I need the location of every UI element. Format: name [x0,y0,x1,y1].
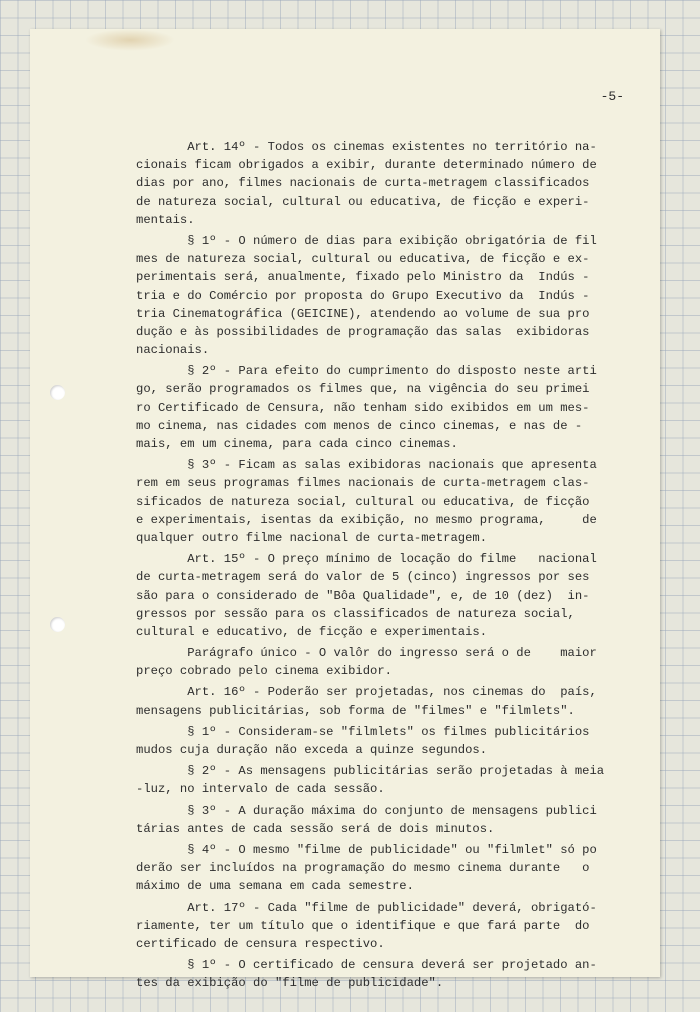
text-line: Parágrafo único - O valôr do ingresso será o de maior [136,646,597,661]
text-line: qualquer outro filme nacional de curta-metragem. [136,530,488,545]
text-line: mudos cuja duração não exceda a quinze segundos. [136,743,488,757]
text-line: mais, em um cinema, para cada cinco cinemas. [136,437,458,451]
punch-hole-top [50,385,65,400]
text-line: de natureza social, cultural ou educativa, de ficção e experi- [136,194,590,209]
text-line: riamente, ter um título que o identifique e que fará parte do [136,918,590,933]
text-line: mo cinema, nas cidades com menos de cinco cinemas, e nas de - [136,418,583,433]
text-line: -luz, no intervalo de cada sessão. [136,782,385,797]
text-line: § 1º - O certificado de censura deverá ser projetado an- [136,958,597,973]
text-line: tes da exibição do "filme de publicidade". [136,976,444,991]
text-line: § 2º - Para efeito do cumprimento do disposto neste arti [136,364,597,379]
text-line: § 1º - Consideram-se "filmlets" os filmes publicitários [136,724,590,739]
text-line: nacionais. [136,343,210,358]
text-line: dução e às possibilidades de programação das salas exibidoras [136,324,590,339]
text-line: § 2º - As mensagens publicitárias serão projetadas à meia [136,764,605,779]
text-line: Art. 16º - Poderão ser projetadas, nos cinemas do país, [136,685,597,700]
text-line: mes de natureza social, cultural ou educativa, de ficção e ex- [136,252,590,267]
text-line: Art. 17º - Cada "filme de publicidade" deverá, obrigató- [136,900,597,915]
text-line: mentais. [136,212,195,227]
text-line: gressos por sessão para os classificados de natureza social, [136,606,575,621]
text-line: sificados de natureza social, cultural ou educativa, de ficção [136,494,590,509]
text-line: § 4º - O mesmo "filme de publicidade" ou "filmlet" só po [136,842,597,857]
text-line: Art. 15º - O preço mínimo de locação do filme nacional [136,552,597,567]
text-line: tárias antes de cada sessão será de dois minutos. [136,821,495,836]
text-line: e experimentais, isentas da exibição, no mesmo programa, de [136,512,597,527]
text-line: preço cobrado pelo cinema exibidor. [136,664,392,679]
text-line: certificado de censura respectivo. [136,936,385,951]
text-line: cultural e educativo, de ficção e experimentais. [136,624,488,639]
text-line: tria Cinematográfica (GEICINE), atendendo ao volume de sua pro [136,306,590,321]
text-line: mensagens publicitárias, sob forma de "filmes" e "filmlets". [136,703,575,718]
page-number: -5- [600,89,624,104]
text-line: Art. 14º - Todos os cinemas existentes no território na- [136,140,597,154]
document-page [30,29,660,991]
text-line: rem em seus programas filmes nacionais de curta-metragem clas- [136,476,590,491]
punch-hole-bottom [50,617,65,632]
text-line: perimentais será, anualmente, fixado pelo Ministro da Indús - [136,270,590,285]
text-line: de curta-metragem será do valor de 5 (cinco) ingressos por ses [136,570,590,585]
text-line: máximo de uma semana em cada semestre. [136,879,414,894]
paper-stain [85,29,175,51]
text-line: são para o considerado de "Bôa Qualidade", e, de 10 (dez) in- [136,588,590,603]
text-line: § 1º - O número de dias para exibição obrigatória de fil [136,233,597,248]
text-line: cionais ficam obrigados a exibir, durante determinado número de [136,158,597,173]
text-line: ro Certificado de Censura, não tenham sido exibidos em um mes- [136,400,590,415]
document-body [136,138,604,992]
text-line: § 3º - A duração máxima do conjunto de mensagens publici [136,803,597,818]
text-line: derão ser incluídos na programação do mesmo cinema durante o [136,861,590,876]
text-line: go, serão programados os filmes que, na vigência do seu primei [136,382,590,397]
text-line: tria e do Comércio por proposta do Grupo Executivo da Indús - [136,288,590,303]
text-line: § 3º - Ficam as salas exibidoras nacionais que apresenta [136,458,597,473]
text-line: dias por ano, filmes nacionais de curta-metragem classificados [136,176,590,191]
